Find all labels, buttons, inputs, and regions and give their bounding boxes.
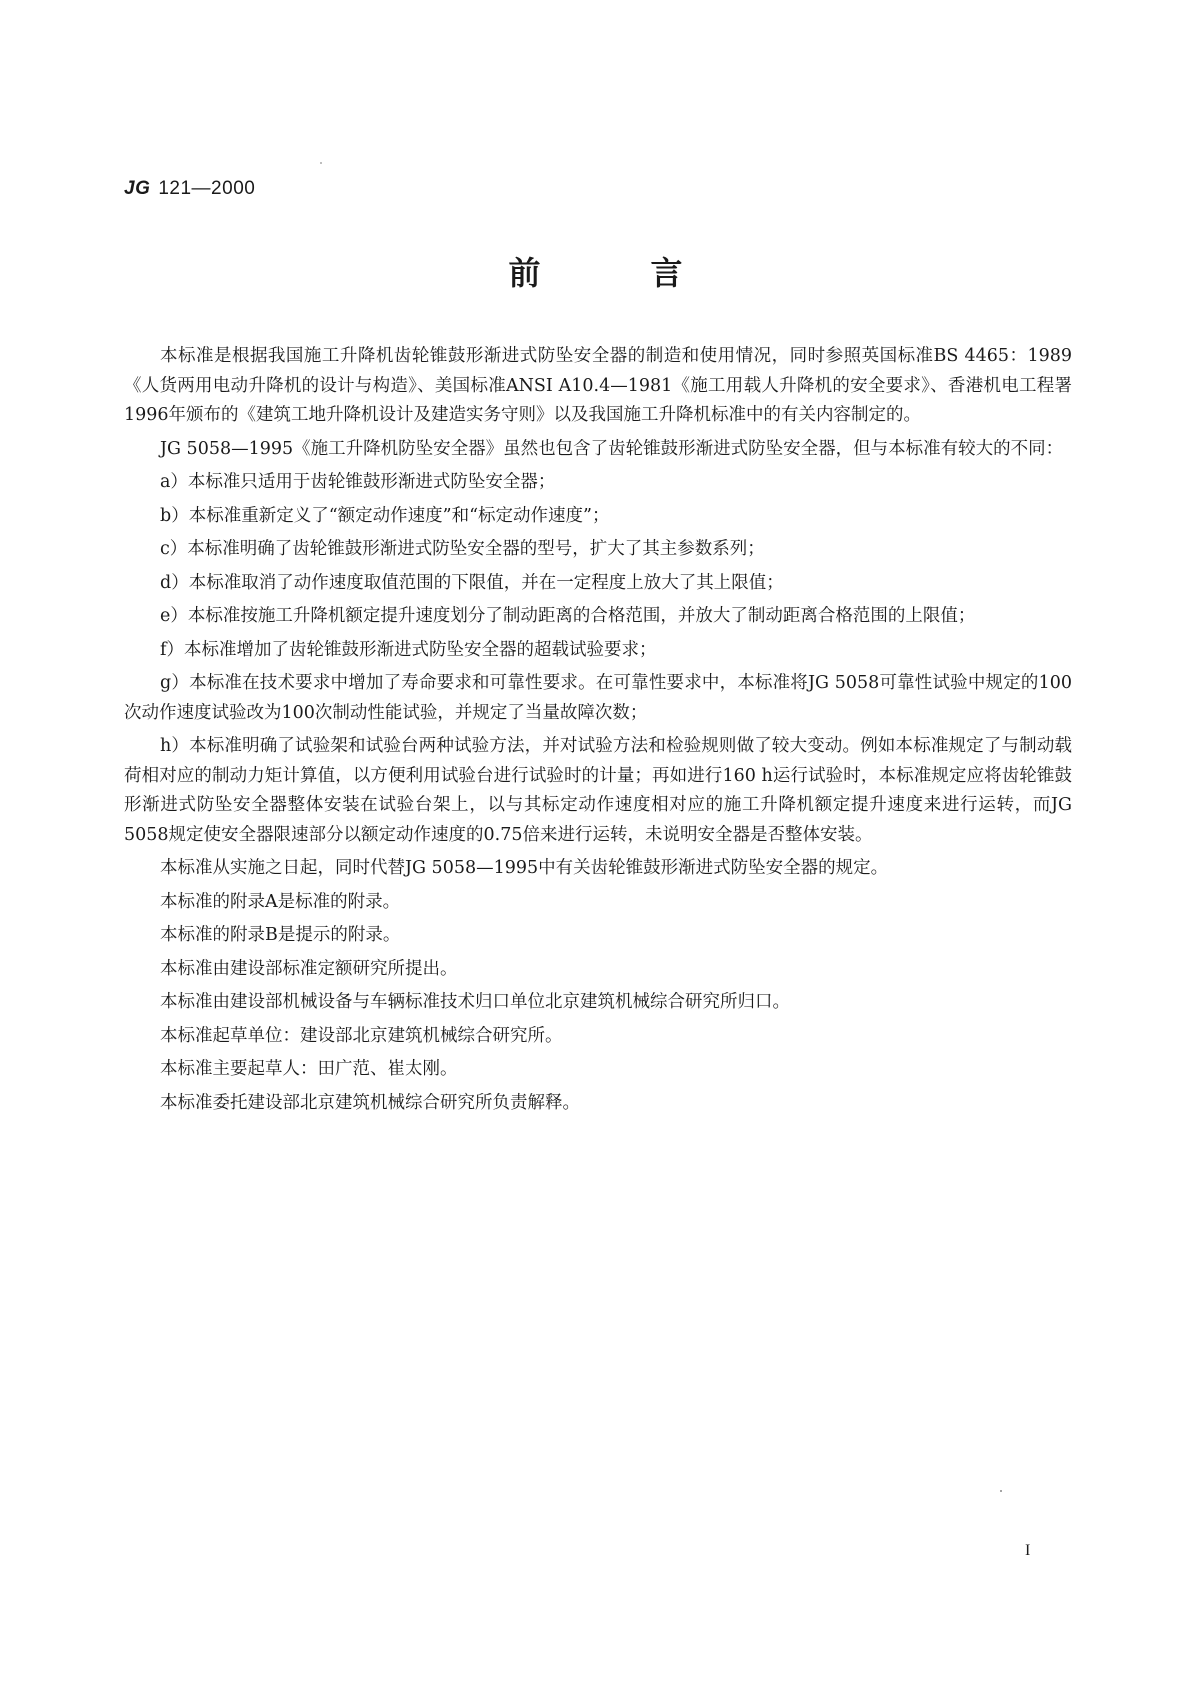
standard-code <box>124 178 255 200</box>
scan-speck <box>1000 1490 1002 1492</box>
list-item-b: b）本标准重新定义了“额定动作速度”和“标定动作速度”； <box>160 505 610 526</box>
standard-code-number: 121—2000 <box>158 178 256 199</box>
page-title: 前言 <box>508 254 793 292</box>
list-item-f: f）本标准增加了齿轮锥鼓形渐进式防坠安全器的超载试验要求； <box>160 639 657 660</box>
paragraph-appendix-a: 本标准的附录A是标准的附录。 <box>160 891 401 912</box>
paragraph-drafters: 本标准主要起草人：田广范、崔太刚。 <box>160 1059 458 1079</box>
paragraph-interpretation: 本标准委托建设部北京建筑机械综合研究所负责解释。 <box>160 1092 580 1113</box>
list-item-a: a）本标准只适用于齿轮锥鼓形渐进式防坠安全器； <box>160 472 556 492</box>
list-item-e: e）本标准按施工升降机额定提升速度划分了制动距离的合格范围，并放大了制动距离合格范围的上限值； <box>160 606 976 626</box>
list-item-g: g）本标准在技术要求中增加了寿命要求和可靠性要求。在可靠性要求中，本标准将JG 5058可靠性试验中规定的100次动作速度试验改为100次制动性能试验，并规定了当量故障次数； <box>124 673 1072 723</box>
paragraph-administrator: 本标准由建设部机械设备与车辆标准技术归口单位北京建筑机械综合研究所归口。 <box>160 992 790 1012</box>
paragraph-difference: JG 5058—1995《施工升降机防坠安全器》虽然也包含了齿轮锥鼓形渐进式防坠安全器，但与本标准有较大的不同： <box>160 438 1064 459</box>
paragraph-proposer: 本标准由建设部标准定额研究所提出。 <box>160 958 458 979</box>
list-item-c: c）本标准明确了齿轮锥鼓形渐进式防坠安全器的型号，扩大了其主参数系列； <box>160 539 765 559</box>
scan-speck <box>320 162 322 164</box>
paragraph-intro: 本标准是根据我国施工升降机齿轮锥鼓形渐进式防坠安全器的制造和使用情况，同时参照英国标准BS 4465：1989《人货两用电动升降机的设计与构造》、美国标准ANSI A10.4—1981《施工用载人升降机的安全要求》、香港机电工程署1996年颁布的《建筑工地升降机设计及建造实务守则》以及我国施工升降机标准中的有关内容制定的。 <box>124 346 1072 425</box>
page-number: I <box>1025 1542 1031 1559</box>
paragraph-appendix-b: 本标准的附录B是提示的附录。 <box>160 925 401 945</box>
paragraph-drafting-unit: 本标准起草单位：建设部北京建筑机械综合研究所。 <box>160 1025 563 1046</box>
paragraph-replacement: 本标准从实施之日起，同时代替JG 5058—1995中有关齿轮锥鼓形渐进式防坠安全器的规定。 <box>160 858 889 878</box>
standard-code-prefix: JG <box>124 178 151 199</box>
foreword-body <box>124 342 1072 1122</box>
list-item-h: h）本标准明确了试验架和试验台两种试验方法，并对试验方法和检验规则做了较大变动。例如本标准规定了与制动载荷相对应的制动力矩计算值，以方便利用试验台进行试验时的计量；再如进行160 h运行试验时，本标准规定应将齿轮锥鼓形渐进式防坠安全器整体安装在试验台架上，以与其标定动作速度相对应的施工升降机额定提升速度来进行运转，而JG 5058规定使安全器限速部分以额定动作速度的0.75倍来进行运转，未说明安全器是否整体安装。 <box>124 736 1072 845</box>
list-item-d: d）本标准取消了动作速度取值范围的下限值，并在一定程度上放大了其上限值； <box>160 572 784 593</box>
